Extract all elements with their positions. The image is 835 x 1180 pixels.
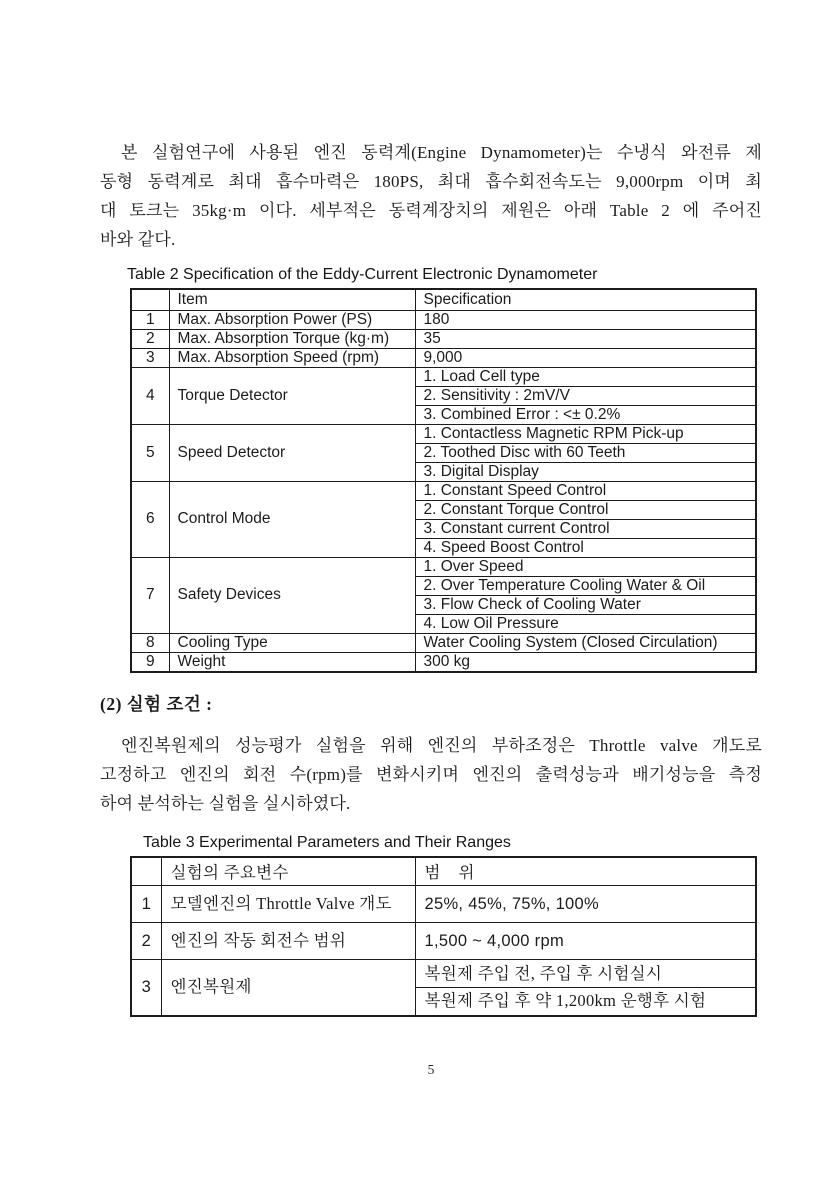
- row-label-cell: Weight: [169, 652, 415, 672]
- row-value-cell: 35: [415, 329, 756, 348]
- row-number-cell: 1: [131, 886, 161, 923]
- row-label-cell: Max. Absorption Speed (rpm): [169, 348, 415, 367]
- column-header-item: Item: [169, 289, 415, 310]
- row-value-cell: 3. Combined Error : <± 0.2%: [415, 405, 756, 424]
- row-number-cell: 2: [131, 923, 161, 960]
- table-row: [131, 652, 756, 672]
- table-header-row: [131, 289, 756, 310]
- row-number-cell: 3: [131, 348, 169, 367]
- row-number-cell: 9: [131, 652, 169, 672]
- table2-body: [131, 310, 756, 672]
- row-label-cell: Max. Absorption Power (PS): [169, 310, 415, 329]
- paragraph-line: 동형 동력계로 최대 흡수마력은 180PS, 최대 흡수회전속도는 9,000rpm 이며 최: [100, 172, 762, 191]
- table3-experimental-parameters: [130, 856, 757, 1017]
- row-value-cell: 2. Sensitivity : 2mV/V: [415, 386, 756, 405]
- row-value-cell: 3. Digital Display: [415, 462, 756, 481]
- row-label-cell: 모델엔진의 Throttle Valve 개도: [161, 886, 415, 923]
- row-value-cell: 2. Over Temperature Cooling Water & Oil: [415, 576, 756, 595]
- row-number-cell: 4: [131, 367, 169, 424]
- row-value-cell: 300 kg: [415, 652, 756, 672]
- paragraph-line: 바와 같다.: [100, 230, 176, 249]
- row-number-cell: 1: [131, 310, 169, 329]
- row-value-cell: 복원제 주입 전, 주입 후 시험실시: [415, 960, 756, 988]
- row-value-cell: Water Cooling System (Closed Circulation): [415, 633, 756, 652]
- row-value-cell: 1. Over Speed: [415, 557, 756, 576]
- paragraph-experiment: [100, 731, 762, 818]
- table-row: [131, 424, 756, 443]
- row-value-cell: 180: [415, 310, 756, 329]
- table-row: [131, 329, 756, 348]
- page-number: 5: [427, 1061, 435, 1077]
- table-corner-cell: [131, 857, 161, 886]
- section-heading-experiment-conditions: (2) 실험 조건 :: [100, 693, 213, 714]
- row-value-cell: 1. Constant Speed Control: [415, 481, 756, 500]
- paragraph-intro: [100, 138, 762, 254]
- row-label-cell: Safety Devices: [169, 557, 415, 633]
- table-row: [131, 886, 756, 923]
- row-number-cell: 7: [131, 557, 169, 633]
- table2-header: [131, 289, 756, 310]
- table3-caption: Table 3 Experimental Parameters and Their Ranges: [143, 833, 511, 851]
- row-number-cell: 2: [131, 329, 169, 348]
- table-row: [131, 633, 756, 652]
- row-value-cell: 1,500 ~ 4,000 rpm: [415, 923, 756, 960]
- table-row: [131, 348, 756, 367]
- table3-header: [131, 857, 756, 886]
- paragraph-line: 엔진복원제의 성능평가 실험을 위해 엔진의 부하조정은 Throttle valve 개도로: [121, 735, 762, 755]
- row-label-cell: Speed Detector: [169, 424, 415, 481]
- table-header-row: [131, 857, 756, 886]
- paragraph-line: 고정하고 엔진의 회전 수(rpm)를 변화시키며 엔진의 출력성능과 배기성능을 측정: [100, 764, 762, 784]
- row-value-cell: 4. Low Oil Pressure: [415, 614, 756, 633]
- row-value-cell: 1. Contactless Magnetic RPM Pick-up: [415, 424, 756, 443]
- row-label-cell: Torque Detector: [169, 367, 415, 424]
- row-label-cell: Cooling Type: [169, 633, 415, 652]
- row-number-cell: 8: [131, 633, 169, 652]
- column-header-specification: Specification: [415, 289, 756, 310]
- row-number-cell: 5: [131, 424, 169, 481]
- row-value-cell: 25%, 45%, 75%, 100%: [415, 886, 756, 923]
- row-label-cell: 엔진복원제: [161, 960, 415, 1016]
- row-value-cell: 1. Load Cell type: [415, 367, 756, 386]
- table-corner-cell: [131, 289, 169, 310]
- row-value-cell: 2. Constant Torque Control: [415, 500, 756, 519]
- row-number-cell: 3: [131, 960, 161, 1016]
- row-value-cell: 3. Flow Check of Cooling Water: [415, 595, 756, 614]
- table-row: [131, 367, 756, 386]
- table2-caption: Table 2 Specification of the Eddy-Current Electronic Dynamometer: [127, 266, 598, 283]
- row-label-cell: Control Mode: [169, 481, 415, 557]
- paragraph-line: 하여 분석하는 실험을 실시하였다.: [100, 793, 351, 813]
- column-header-range: 범 위: [415, 857, 756, 886]
- table-row: [131, 557, 756, 576]
- row-number-cell: 6: [131, 481, 169, 557]
- table-row: [131, 310, 756, 329]
- row-value-cell: 9,000: [415, 348, 756, 367]
- column-header-parameter: 실험의 주요변수: [161, 857, 415, 886]
- table-row: [131, 960, 756, 988]
- row-label-cell: 엔진의 작동 회전수 범위: [161, 923, 415, 960]
- paragraph-line: 본 실험연구에 사용된 엔진 동력계(Engine Dynamometer)는 수냉식 와전류 제: [121, 143, 762, 162]
- table-row: [131, 923, 756, 960]
- row-value-cell: 복원제 주입 후 약 1,200km 운행후 시험: [415, 988, 756, 1016]
- table3-body: [131, 886, 756, 1016]
- page-content: [100, 0, 762, 1079]
- table2-dynamometer-specification: [130, 288, 757, 673]
- row-value-cell: 2. Toothed Disc with 60 Teeth: [415, 443, 756, 462]
- table-row: [131, 481, 756, 500]
- row-value-cell: 4. Speed Boost Control: [415, 538, 756, 557]
- row-value-cell: 3. Constant current Control: [415, 519, 756, 538]
- paragraph-line: 대 토크는 35kg·m 이다. 세부적은 동력계장치의 제원은 아래 Table 2 에 주어진: [100, 201, 762, 220]
- row-label-cell: Max. Absorption Torque (kg·m): [169, 329, 415, 348]
